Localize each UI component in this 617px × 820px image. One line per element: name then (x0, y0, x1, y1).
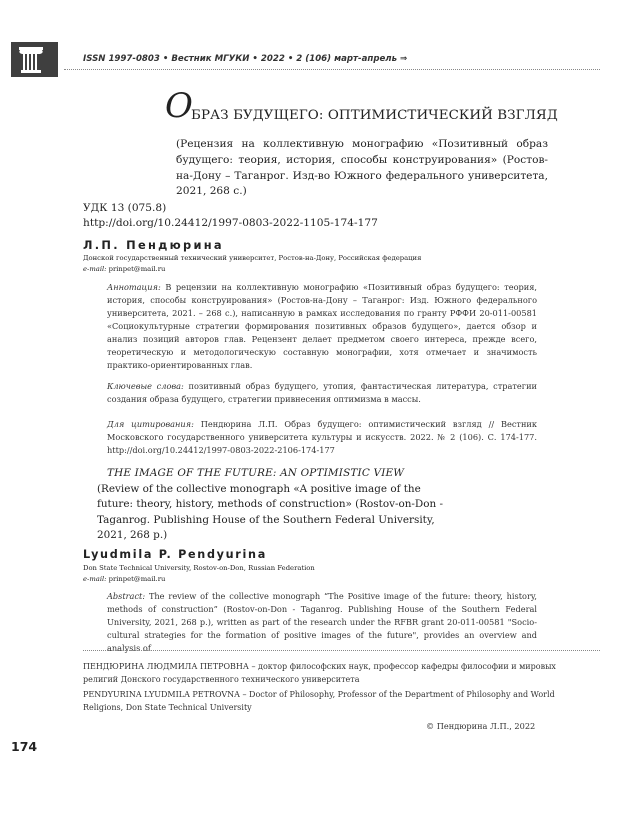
english-title: THE IMAGE OF THE FUTURE: AN OPTIMISTIC VIEW (107, 467, 405, 479)
keywords-ru (107, 380, 537, 406)
title-initial: О (165, 86, 193, 126)
abstract-label: Аннотация: (107, 282, 161, 292)
copyright: © Пендюрина Л.П., 2022 (426, 721, 536, 731)
keywords-text: позитивный образ будущего, утопия, фантастическая литература, стратегии создания образа будущего, стратегии привнесения оптимизма в массы. (107, 381, 537, 404)
author-bio-en: PENDYURINA LYUDMILA PETROVNA – Doctor of Philosophy, Professor of the Department of Philosophy and World Religions, Don State Technical University (83, 690, 555, 713)
email-link[interactable]: prinpet@mail.ru (108, 265, 166, 273)
doi-link[interactable]: http://doi.org/10.24412/1997-0803-2022-1105-174-177 (83, 217, 378, 229)
email-label: e-mail: (83, 265, 107, 273)
author-bio-ru: ПЕНДЮРИНА ЛЮДМИЛА ПЕТРОВНА – доктор философских наук, профессор кафедры философии и мировых религий Донского государственного технического университета (83, 662, 556, 685)
email-link[interactable]: prinpet@mail.ru (108, 575, 166, 583)
english-title-block (97, 466, 537, 544)
abstract-text: В рецензии на коллективную монографию «Позитивный образ будущего: теория, история, способы конструирования» (Ростов-на-Дону – Таганрог: Изд. Южного федерального университета, 2021. – 268 с.), написанную в рамках исследования по гранту РФФИ 20-011-00581 «Социокультурные стратегии формирования позитивных образов будущего», дается обзор и анализ позиций авторов глав. Рецензент делает предметом своего интереса, прежде всего, теоретическую и методологическую составную монографии, хотя отмечает и значимость практико-ориентированных глав. (107, 282, 537, 370)
author-name-en: Lyudmila P. Pendyurina (83, 548, 267, 561)
article-subtitle: (Рецензия на коллективную монографию «Позитивный образ будущего: теория, история, способы конструирования» (Ростов-на-Дону – Таганрог. Изд-во Южного федерального университета, 2021, 268 с.) (176, 138, 548, 198)
citation-ru (107, 418, 537, 457)
keywords-label: Ключевые слова: (107, 381, 184, 391)
header-divider (64, 69, 600, 70)
abstract-en (107, 590, 537, 655)
footnote-divider (83, 650, 600, 651)
author-email-en (83, 574, 165, 585)
author-affiliation-en: Don State Technical University, Rostov-on-Don, Russian Federation (83, 564, 315, 572)
citation-label: Для цитирования: (107, 419, 194, 429)
english-subtitle: (Review of the collective monograph «A positive image of the future: theory, history, methods of construction» (Rostov-on-Don - Taganrog. Publishing House of the Southern Federal University, 2021, 268 p.) (97, 482, 444, 542)
author-name-ru: Л.П. Пендюрина (83, 238, 224, 252)
citation-text: Пендюрина Л.П. Образ будущего: оптимистический взгляд // Вестник Московского государственного университета культуры и искусств. 2022. № 2 (106). С. 174-177. http://doi.org/10.24412/1997-0803-2022-2106-174-177 (107, 419, 537, 455)
abstract-label: Abstract: (107, 591, 146, 601)
column-logo-icon (18, 46, 44, 73)
article-title: БРАЗ БУДУЩЕГО: ОПТИМИСТИЧЕСКИЙ ВЗГЛЯД (191, 108, 558, 123)
page-number: 174 (11, 739, 38, 754)
abstract-text: The review of the collective monograph “The Positive image of the future: theory, history, methods of construction” (Rostov-on-Don - Taganrog. Publishing House of the Southern Federal University, 2021, 268 p.), written as part of the research under the RFBR grant 20-011-00581 "Socio-cultural strategies for the formation of positive images of the future", provides an overview and analysis of (107, 591, 537, 653)
author-affiliation-ru: Донской государственный технический университет, Ростов-на-Дону, Российская федерация (83, 254, 422, 262)
journal-logo (11, 42, 58, 77)
author-email-ru (83, 264, 165, 275)
email-label: e-mail: (83, 575, 107, 583)
udk-code: УДК 13 (075.8) (83, 202, 167, 214)
journal-header-line: ISSN 1997-0803 • Вестник МГУКИ • 2022 • 2 (106) март-апрель ⇒ (83, 54, 408, 64)
abstract-ru (107, 281, 537, 372)
